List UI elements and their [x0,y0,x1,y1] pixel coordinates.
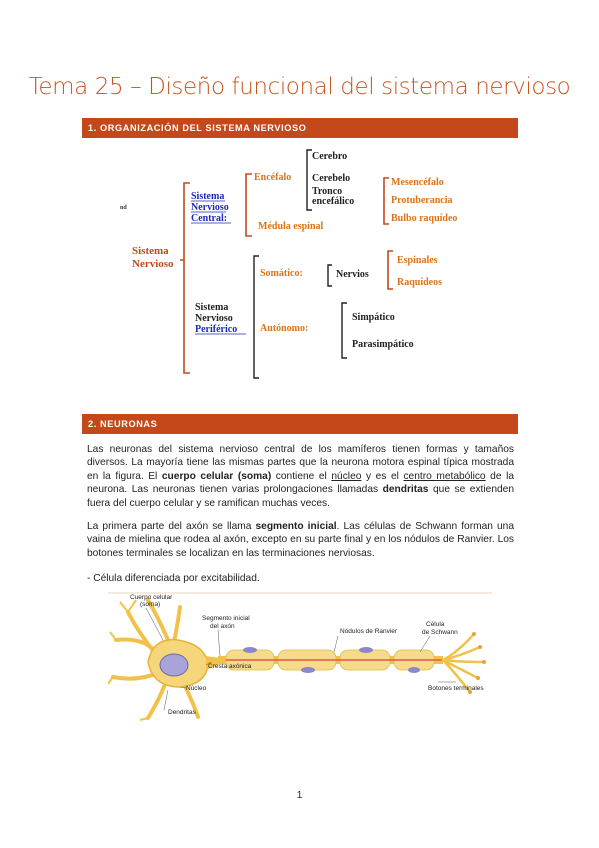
label-schwann-2: de Schwann [422,629,458,636]
label-dendritas: Dendritas [168,709,196,716]
label-segmento-2: del axón [210,623,235,630]
bulbo-label: Bulbo raquídeo [391,213,458,224]
side-mark: nd [120,205,127,211]
tronco-label-2: encefálico [312,196,355,207]
tronco-label-1: Tronco [312,186,343,197]
parasimpatico-label: Parasimpático [352,339,414,350]
p1-bold-dendritas: dendritas [382,484,429,496]
paragraph-neuronas [87,443,514,510]
label-cuerpo-2: (soma) [140,601,161,608]
mesencefalo-label: Mesencéfalo [391,177,444,188]
snp-label-1: Sistema [195,302,229,313]
label-cresta: Cresta axónica [208,663,252,670]
label-botones: Botones terminales [428,685,484,692]
p1-text-3: y es el [361,470,404,482]
neuron-figure [108,592,492,722]
label-nucleo: Núcleo [186,685,207,692]
root-label-1: Sistema [132,245,169,257]
p1-text-4: de la neurona. Las neuronas tienen varias prolongaciones llamadas [87,470,514,496]
paragraph-excitabilidad: - Célula diferenciada por excitabilidad. [87,573,260,584]
section-heading-2: 2. NEURONAS [82,414,518,434]
cerebro-label: Cerebro [312,151,348,162]
section-heading-1: 1. ORGANIZACIÓN DEL SISTEMA NERVIOSO [82,118,518,138]
root-label-2: Nervioso [132,258,174,270]
p1-bold-soma: cuerpo celular (soma) [161,470,272,482]
label-nodulos: Nódulos de Ranvier [340,628,398,635]
p1-text-2: contiene el [271,470,332,482]
axon-terminals [443,634,484,692]
snp-label-2: Nervioso [195,313,233,324]
nervous-system-diagram [118,148,478,380]
label-schwann-1: Célula [426,621,445,628]
page-title: Tema 25 – Diseño funcional del sistema nervioso [28,74,571,100]
p1-underline-centro: centro metabólico [403,470,486,482]
p2-text-2: . Las células de Schwann forman una vaina de mielina que rodea al axón, excepto en su parte final y en los nódulos de Ranvier. Los botones terminales se localizan en las terminaciones nerviosas. [87,521,515,559]
snc-label-2: Nervioso [191,202,229,213]
p1-underline-nucleo: núcleo [331,470,362,482]
espinales-label: Espinales [397,255,438,266]
p2-text-1: La primera parte del axón se llama [87,521,256,532]
p2-bold-segmento: segmento inicial [255,521,337,532]
paragraph-axon [87,520,514,560]
somatico-label: Somático: [260,268,303,279]
raquideos-label: Raquídeos [397,277,443,288]
snc-label-3: Central: [191,213,228,224]
medula-label: Médula espinal [258,221,324,232]
snc-label-1: Sistema [191,191,225,202]
protuberancia-label: Protuberancia [391,195,453,206]
p1-text-1: Las neuronas del sistema nervioso central de los mamíferos tienen formas y tamaños diversos. La mayoría tiene las mismas partes que la neurona motora espinal típica mostrada en la figura. El [87,444,514,482]
autonomo-label: Autónomo: [260,323,309,334]
cerebelo-label: Cerebelo [312,173,351,184]
nucleus [160,654,188,676]
label-cuerpo-1: Cuerpo celular [130,594,173,601]
page-number: 1 [296,790,303,801]
nervios-label: Nervios [336,269,369,280]
label-segmento-1: Segmento inicial [202,615,250,622]
encefalo-label: Encéfalo [254,172,292,183]
p1-text-5: que se extienden fuera del cuerpo celular y se ramifican muchas veces. [87,484,514,509]
simpatico-label: Simpático [352,312,395,323]
snp-label-3: Periférico [195,324,238,335]
